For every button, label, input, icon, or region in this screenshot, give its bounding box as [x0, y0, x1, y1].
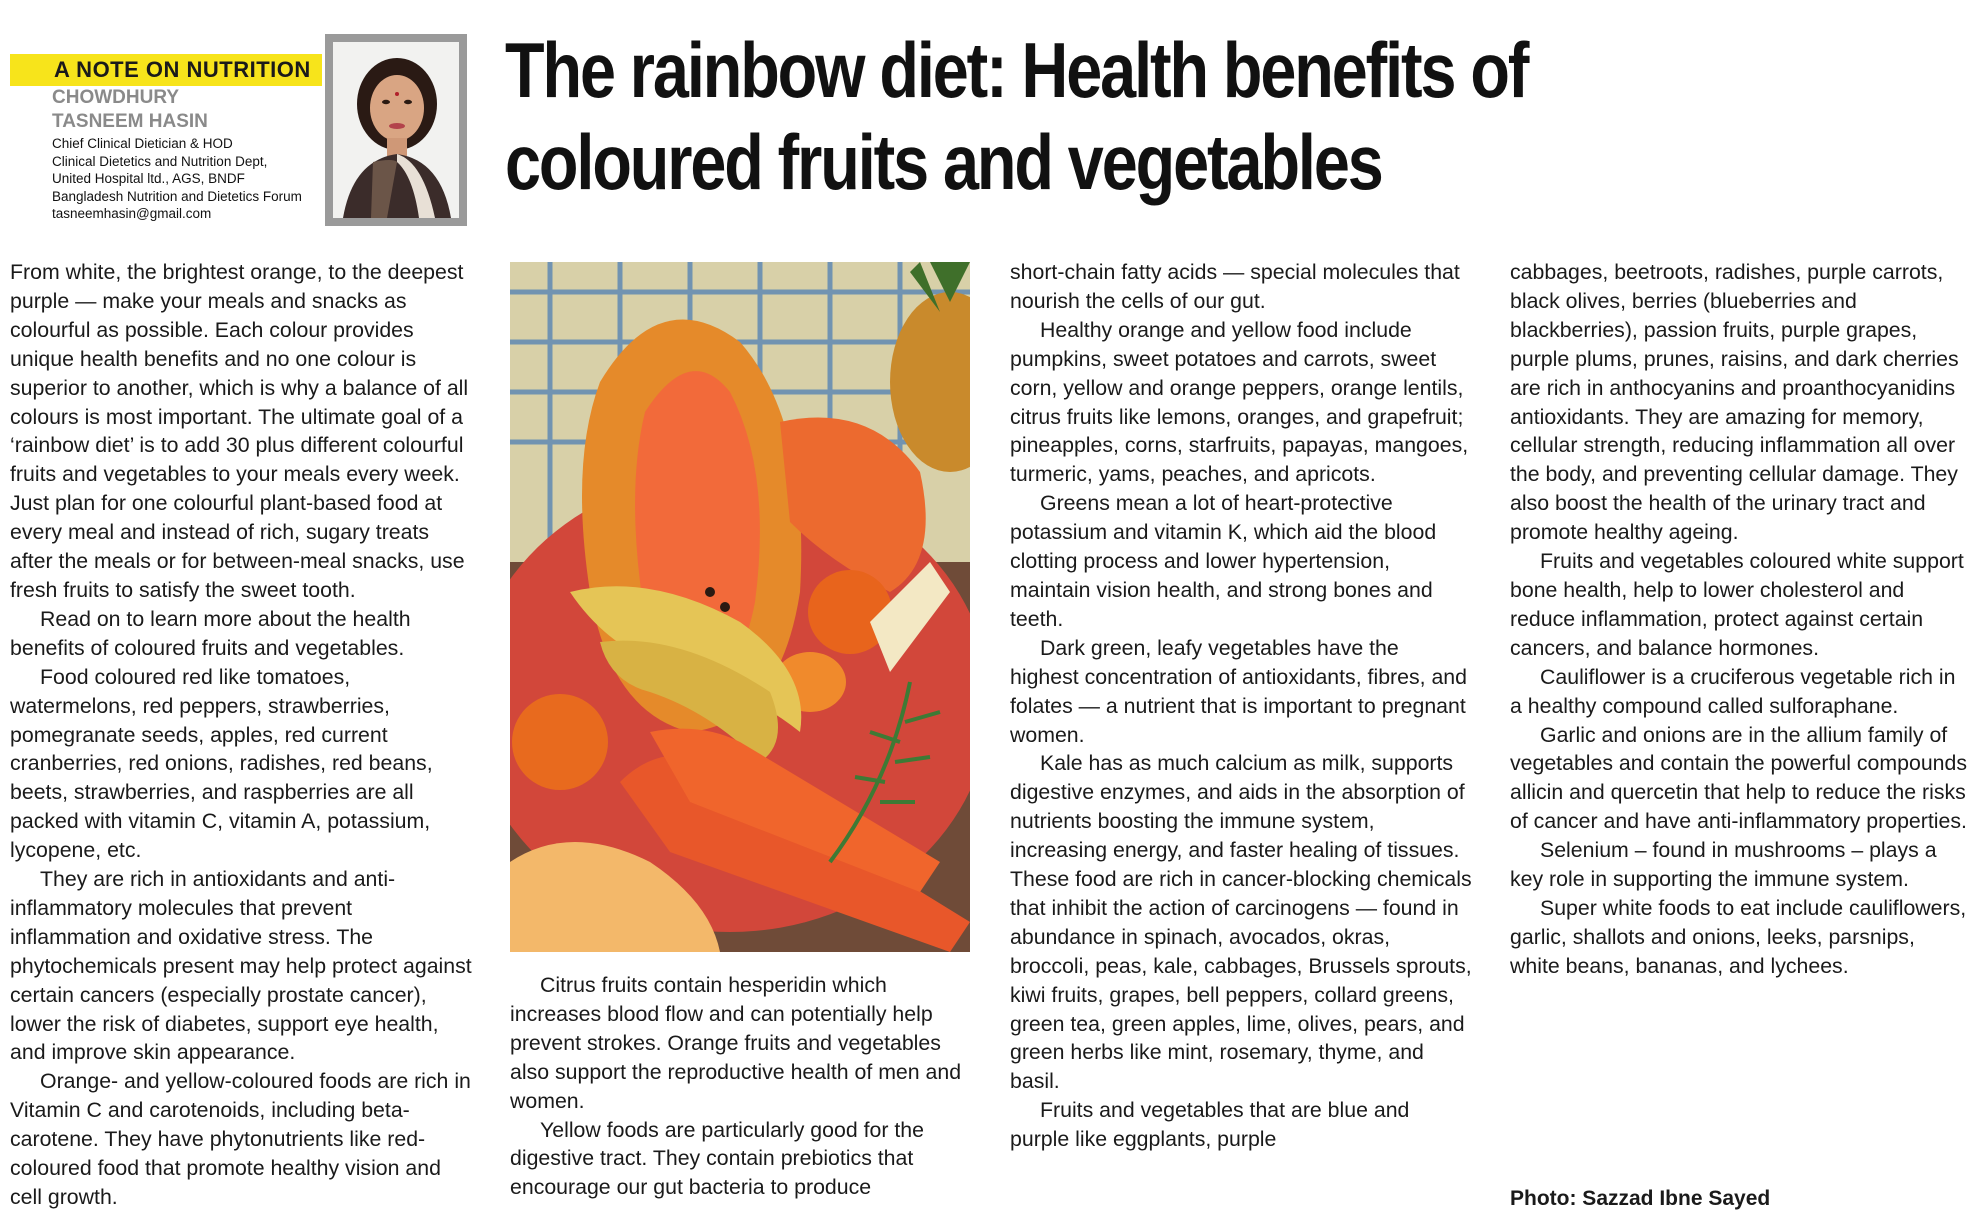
- headline-line1: The rainbow diet: Health benefits of: [505, 26, 1528, 114]
- paragraph-orange-yellow: Orange- and yellow-coloured foods are rich in Vitamin C and carotenoids, including beta-carotene. They have phytonutrients like red-coloured food that promote healthy vision and cell growth.: [10, 1069, 471, 1209]
- author-title: Chief Clinical Dietician & HOD: [52, 136, 233, 151]
- paragraph-intro: From white, the brightest orange, to the deepest purple — make your meals and snacks as colourful as possible. Each colour provides unique health benefits and no one colour is superior to another, which is why a balance of all colours is most important. The ultimate goal of a ‘rainbow diet’ is to add 30 plus different colourful fruits and vegetables to your meals every week. Just plan for one colourful plant-based food at every meal and instead of rich, sugary treats after the meals or for between-meal snacks, use fresh fruits to satisfy the sweet tooth.: [10, 260, 469, 602]
- author-name: [52, 86, 332, 134]
- author-photo: [325, 34, 467, 226]
- article-column-3: [1010, 258, 1472, 1154]
- paragraph-healthy-orange: Healthy orange and yellow food include pumpkins, sweet potatoes and carrots, sweet corn, yellow and orange peppers, orange lentils, citrus fruits like lemons, oranges, and grapefruit; pineapples, corns, starfruits, papayas, mangoes, turmeric, yams, peaches, and apricots.: [1010, 317, 1469, 487]
- paragraph-super-white: Super white foods to eat include cauliflowers, garlic, shallots and onions, leeks, parsnips, white beans, bananas, and lychees.: [1510, 895, 1967, 978]
- paragraph-citrus: Citrus fruits contain hesperidin which increases blood flow and can potentially help prevent strokes. Orange fruits and vegetables also support the reproductive health of men and women.: [510, 973, 962, 1113]
- author-details: [52, 135, 322, 223]
- article-column-4: [1510, 258, 1970, 981]
- papaya-fruit-image: [510, 262, 970, 952]
- author-organization: United Hospital ltd., AGS, BNDF: [52, 171, 245, 186]
- paragraph-yellow-foods: Yellow foods are particularly good for the digestive tract. They contain prebiotics that encourage our gut bacteria to produce: [510, 1117, 924, 1200]
- paragraph-greens: Greens mean a lot of heart-protective potassium and vitamin K, which aid the blood clotting process and lower hypertension, maintain vision health, and strong bones and teeth.: [1010, 491, 1437, 631]
- author-department: Clinical Dietetics and Nutrition Dept,: [52, 153, 268, 169]
- paragraph-selenium: Selenium – found in mushrooms – plays a key role in supporting the immune system.: [1510, 838, 1937, 892]
- article-headline: [505, 24, 1584, 208]
- paragraph-blue-purple: Fruits and vegetables that are blue and purple like eggplants, purple: [1010, 1098, 1410, 1152]
- paragraph-cauliflower: Cauliflower is a cruciferous vegetable rich in a healthy compound called sulforaphane.: [1510, 664, 1956, 718]
- paragraph-purple-foods: cabbages, beetroots, radishes, purple carrots, black olives, berries (blueberries and blackberries), passion fruits, purple grapes, purple plums, prunes, raisins, and dark cherries are rich in anthocyanins and proanthocyanidins antioxidants. They are amazing for memory, cellular strength, reducing inflammation all over the body, and preventing cellular damage. They also boost the health of the urinary tract and promote healthy ageing.: [1510, 260, 1959, 545]
- photo-credit: Photo: Sazzad Ibne Sayed: [1510, 1187, 1771, 1210]
- headline-line2: coloured fruits and vegetables: [505, 118, 1382, 206]
- paragraph-read-on: Read on to learn more about the health benefits of coloured fruits and vegetables.: [10, 606, 411, 660]
- paragraph-short-chain: short-chain fatty acids — special molecules that nourish the cells of our gut.: [1010, 260, 1460, 313]
- fruits-photo: [510, 262, 970, 952]
- paragraph-red-foods: Food coloured red like tomatoes, watermelons, red peppers, strawberries, pomegranate seeds, apples, red current cranberries, red onions, radishes, red beans, beets, strawberries, and raspberries are all packed with vitamin C, vitamin A, potassium, lycopene, etc.: [10, 664, 433, 863]
- author-forum: Bangladesh Nutrition and Dietetics Forum: [52, 188, 302, 204]
- paragraph-garlic-onions: Garlic and onions are in the allium family of vegetables and contain the powerful compounds allicin and quercetin that help to reduce the risks of cancer and have anti-inflammatory properties.: [1510, 722, 1968, 834]
- article-column-2: [510, 971, 972, 1202]
- author-portrait-image: [333, 42, 459, 218]
- article-column-1: [10, 258, 472, 1212]
- column-kicker: A NOTE ON NUTRITION: [10, 54, 322, 86]
- author-name-line1: CHOWDHURY: [52, 87, 180, 108]
- paragraph-antioxidants: They are rich in antioxidants and anti-inflammatory molecules that prevent inflammation and oxidative stress. The phytochemicals present may help protect against certain cancers (especially prostate cancer), lower the risk of diabetes, support eye health, and improve skin appearance.: [10, 867, 472, 1065]
- author-name-line2: TASNEEM HASIN: [52, 111, 208, 132]
- paragraph-kale: Kale has as much calcium as milk, supports digestive enzymes, and aids in the absorption of nutrients boosting the immune system, increasing energy, and faster healing of tissues. These food are rich in cancer-blocking chemicals that inhibit the action of carcinogens — found in abundance in spinach, avocados, okras, broccoli, peas, kale, cabbages, Brussels sprouts, kiwi fruits, grapes, bell peppers, collard greens, green tea, green apples, lime, olives, pears, and green herbs like mint, rosemary, thyme, and basil.: [1010, 751, 1472, 1094]
- author-email[interactable]: tasneemhasin@gmail.com: [52, 206, 212, 221]
- paragraph-dark-green: Dark green, leafy vegetables have the highest concentration of antioxidants, fibres, and folates — a nutrient that is important to pregnant women.: [1010, 635, 1467, 747]
- paragraph-white-foods: Fruits and vegetables coloured white support bone health, help to lower cholesterol and reduce inflammation, protect against certain cancers, and balance hormones.: [1510, 549, 1964, 660]
